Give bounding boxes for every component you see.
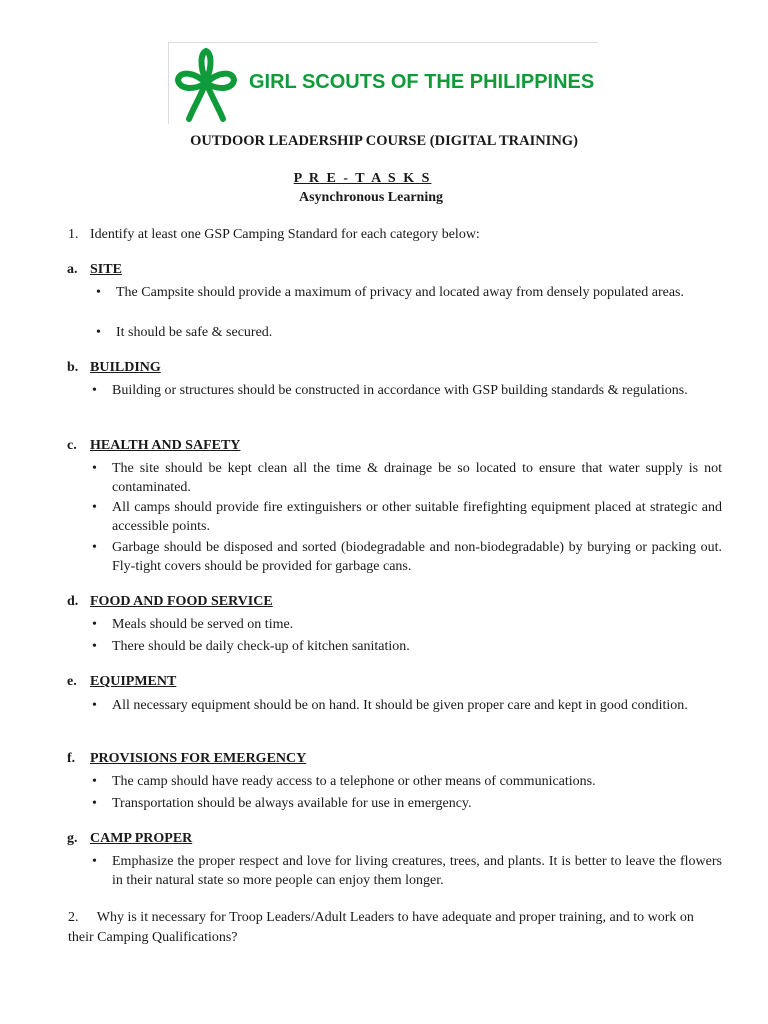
bullet-item: [92, 615, 722, 634]
org-name: GIRL SCOUTS OF THE PHILIPPINES: [249, 71, 595, 93]
category-name: CAMP PROPER: [90, 831, 193, 846]
category-name: PROVISIONS FOR EMERGENCY: [90, 751, 307, 766]
category-building: [67, 360, 161, 376]
bullet-icon: •: [92, 617, 97, 632]
category-name: EQUIPMENT: [90, 674, 177, 689]
bullet-icon: •: [92, 639, 97, 654]
bullet-icon: •: [92, 774, 97, 789]
bullet-text: Garbage should be disposed and sorted (biodegradable and non-biodegradable) by burying or packing out. Fly-tight covers should be provided for garbage cans.: [112, 540, 722, 574]
bullet-text: Emphasize the proper respect and love for living creatures, trees, and plants. It is better to leave the flowers in their natural state so more people can enjoy them longer.: [112, 854, 722, 888]
question-text: Why is it necessary for Troop Leaders/Adult Leaders to have adequate and proper training, and to work on their Camping Qualifications?: [68, 910, 694, 945]
category-provisions-for-emergency: [67, 751, 306, 767]
bullet-item: [92, 381, 722, 400]
bullet-text: Building or structures should be constructed in accordance with GSP building standards & regulations.: [112, 383, 688, 398]
question-number: 1.: [68, 227, 79, 242]
category-letter: b.: [67, 360, 79, 375]
bullet-item: [96, 283, 726, 302]
category-name: HEALTH AND SAFETY: [90, 438, 241, 453]
category-letter: a.: [67, 262, 78, 277]
bullet-icon: •: [92, 500, 97, 515]
bullet-item: [96, 323, 726, 342]
category-letter: e.: [67, 674, 77, 689]
trefoil-clover-icon: [175, 47, 237, 123]
category-letter: c.: [67, 438, 77, 453]
bullet-item: [92, 794, 722, 813]
bullet-item: [92, 637, 722, 656]
category-name: FOOD AND FOOD SERVICE: [90, 594, 273, 609]
bullet-text: All camps should provide fire extinguishers or other suitable firefighting equipment placed at strategic and accessible points.: [112, 500, 722, 534]
question-number: 2.: [68, 910, 79, 925]
bullet-icon: •: [92, 540, 97, 555]
bullet-item: [92, 459, 722, 497]
pretasks-heading: P R E - T A S K S: [293, 171, 432, 186]
category-letter: f.: [67, 751, 76, 766]
category-site: [67, 262, 122, 278]
bullet-text: The site should be kept clean all the time & drainage be so located to ensure that water supply is not contaminated.: [112, 461, 722, 495]
bullet-icon: •: [92, 698, 97, 713]
bullet-text: The camp should have ready access to a telephone or other means of communications.: [112, 774, 596, 789]
bullet-text: All necessary equipment should be on hand. It should be given proper care and kept in good condition.: [112, 698, 688, 713]
bullet-text: It should be safe & secured.: [116, 325, 273, 340]
category-letter: g.: [67, 831, 78, 846]
bullet-icon: •: [92, 796, 97, 811]
bullet-text: The Campsite should provide a maximum of privacy and located away from densely populated areas.: [116, 285, 684, 300]
bullet-icon: •: [96, 325, 101, 340]
bullet-text: Transportation should be always available for use in emergency.: [112, 796, 472, 811]
bullet-item: [92, 696, 722, 715]
category-name: BUILDING: [90, 360, 161, 375]
bullet-icon: •: [92, 461, 97, 476]
category-food-and-food-service: [67, 594, 273, 610]
subtitle: Asynchronous Learning: [298, 190, 444, 205]
bullet-item: [92, 852, 722, 890]
bullet-text: Meals should be served on time.: [112, 617, 294, 632]
bullet-item: [92, 538, 722, 576]
category-letter: d.: [67, 594, 79, 609]
category-camp-proper: [67, 831, 192, 847]
logo-banner: [168, 42, 598, 124]
bullet-text: There should be daily check-up of kitchen sanitation.: [112, 639, 410, 654]
question-text: Identify at least one GSP Camping Standard for each category below:: [90, 227, 480, 242]
category-equipment: [67, 674, 176, 690]
bullet-item: [92, 498, 722, 536]
course-title: OUTDOOR LEADERSHIP COURSE (DIGITAL TRAINING): [190, 133, 578, 149]
question-1: [68, 225, 722, 245]
bullet-icon: •: [96, 285, 101, 300]
question-2: [68, 908, 722, 948]
bullet-item: [92, 772, 722, 791]
bullet-icon: •: [92, 383, 97, 398]
category-health-and-safety: [67, 438, 240, 454]
bullet-icon: •: [92, 854, 97, 869]
category-name: SITE: [90, 262, 122, 277]
